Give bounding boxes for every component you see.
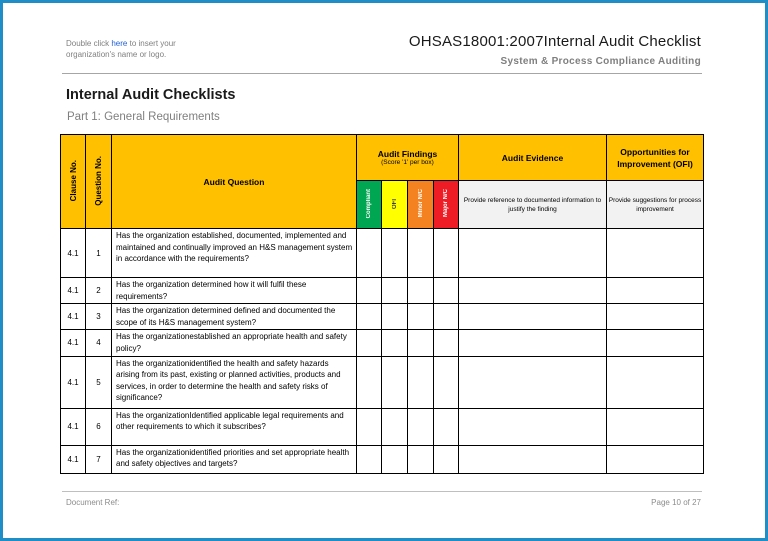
audit-question-header: Audit Question [112, 135, 357, 229]
table-row [61, 408, 704, 445]
clause-cell: 4.1 [61, 229, 86, 278]
question-no-cell: 3 [86, 304, 112, 330]
question-no-header: Question No. [86, 135, 112, 229]
clause-cell: 4.1 [61, 330, 86, 356]
logo-suffix: to insert your organization's name or logo. [66, 39, 176, 59]
ofi-cell[interactable] [607, 445, 704, 473]
question-no-cell: 4 [86, 330, 112, 356]
ofi-score-cell[interactable] [382, 408, 408, 445]
minor-nc-score-cell[interactable] [408, 330, 434, 356]
table-row [61, 304, 704, 330]
audit-evidence-header: Audit Evidence [459, 135, 607, 181]
ofi-cell[interactable] [607, 330, 704, 356]
table-row [61, 330, 704, 356]
question-no-cell: 7 [86, 445, 112, 473]
document-subtitle: System & Process Compliance Auditing [500, 56, 701, 67]
ofi-cell[interactable] [607, 229, 704, 278]
question-cell: Has the organization determined defined and documented the scope of its H&S management system? [112, 304, 357, 330]
clause-no-header: Clause No. [61, 135, 86, 229]
question-no-cell: 1 [86, 229, 112, 278]
clause-cell: 4.1 [61, 445, 86, 473]
evidence-cell[interactable] [459, 304, 607, 330]
evidence-hint: Provide reference to documented information to justify the finding [459, 181, 607, 229]
rating-major-nc-header: Major N/C [434, 181, 459, 229]
logo-insert-link[interactable]: here [111, 39, 128, 48]
header-divider [62, 73, 702, 74]
logo-placeholder[interactable] [66, 38, 176, 60]
audit-findings-header: Audit Findings (Score '1' per box) [357, 135, 459, 181]
minor-nc-score-cell[interactable] [408, 356, 434, 408]
ofi-cell[interactable] [607, 408, 704, 445]
rating-ofi-header: OFI [382, 181, 408, 229]
compliant-score-cell[interactable] [357, 278, 382, 304]
ofi-score-cell[interactable] [382, 278, 408, 304]
evidence-cell[interactable] [459, 408, 607, 445]
ofi-hint: Provide suggestions for process improvement [607, 181, 704, 229]
question-cell: Has the organizationidentified priorities and set appropriate health and safety objectives and targets? [112, 445, 357, 473]
major-nc-score-cell[interactable] [434, 330, 459, 356]
question-cell: Has the organizationidentified the health and safety hazards arising from its past, existing or planned activities, products and services, in order to determine the health and safety risks of significance? [112, 356, 357, 408]
major-nc-score-cell[interactable] [434, 445, 459, 473]
ofi-header: Opportunities for Improvement (OFI) [607, 135, 704, 181]
clause-cell: 4.1 [61, 278, 86, 304]
table-row [61, 229, 704, 278]
compliant-score-cell[interactable] [357, 408, 382, 445]
major-nc-score-cell[interactable] [434, 356, 459, 408]
section-subtitle: Part 1: General Requirements [67, 111, 220, 123]
question-cell: Has the organization determined how it will fulfil these requirements? [112, 278, 357, 304]
minor-nc-score-cell[interactable] [408, 304, 434, 330]
evidence-cell[interactable] [459, 229, 607, 278]
ofi-score-cell[interactable] [382, 330, 408, 356]
minor-nc-score-cell[interactable] [408, 408, 434, 445]
clause-cell: 4.1 [61, 408, 86, 445]
major-nc-score-cell[interactable] [434, 229, 459, 278]
question-no-cell: 5 [86, 356, 112, 408]
audit-checklist-table [60, 134, 704, 474]
clause-cell: 4.1 [61, 304, 86, 330]
clause-cell: 4.1 [61, 356, 86, 408]
evidence-cell[interactable] [459, 278, 607, 304]
compliant-score-cell[interactable] [357, 229, 382, 278]
ofi-score-cell[interactable] [382, 304, 408, 330]
page-number: Page 10 of 27 [651, 498, 701, 507]
document-title: OHSAS18001:2007Internal Audit Checklist [408, 33, 701, 50]
ofi-cell[interactable] [607, 278, 704, 304]
table-row [61, 445, 704, 473]
ofi-score-cell[interactable] [382, 445, 408, 473]
rating-minor-nc-header: Minor N/C [408, 181, 434, 229]
footer-divider [62, 491, 702, 492]
major-nc-score-cell[interactable] [434, 408, 459, 445]
evidence-cell[interactable] [459, 445, 607, 473]
major-nc-score-cell[interactable] [434, 304, 459, 330]
compliant-score-cell[interactable] [357, 445, 382, 473]
ofi-cell[interactable] [607, 356, 704, 408]
evidence-cell[interactable] [459, 330, 607, 356]
question-cell: Has the organizationestablished an appropriate health and safety policy? [112, 330, 357, 356]
minor-nc-score-cell[interactable] [408, 229, 434, 278]
question-no-cell: 6 [86, 408, 112, 445]
question-cell: Has the organizationIdentified applicable legal requirements and other requirements to which it subscribes? [112, 408, 357, 445]
question-no-cell: 2 [86, 278, 112, 304]
ofi-score-cell[interactable] [382, 356, 408, 408]
table-row [61, 278, 704, 304]
minor-nc-score-cell[interactable] [408, 445, 434, 473]
evidence-cell[interactable] [459, 356, 607, 408]
minor-nc-score-cell[interactable] [408, 278, 434, 304]
rating-compliant-header: Compliant [357, 181, 382, 229]
compliant-score-cell[interactable] [357, 304, 382, 330]
compliant-score-cell[interactable] [357, 356, 382, 408]
major-nc-score-cell[interactable] [434, 278, 459, 304]
logo-prefix: Double click [66, 39, 112, 48]
ofi-cell[interactable] [607, 304, 704, 330]
compliant-score-cell[interactable] [357, 330, 382, 356]
document-ref: Document Ref: [66, 498, 120, 507]
ofi-score-cell[interactable] [382, 229, 408, 278]
question-cell: Has the organization established, documented, implemented and maintained and continually improved an H&S management system in accordance with the requirements? [112, 229, 357, 278]
section-title: Internal Audit Checklists [66, 87, 236, 103]
table-row [61, 356, 704, 408]
